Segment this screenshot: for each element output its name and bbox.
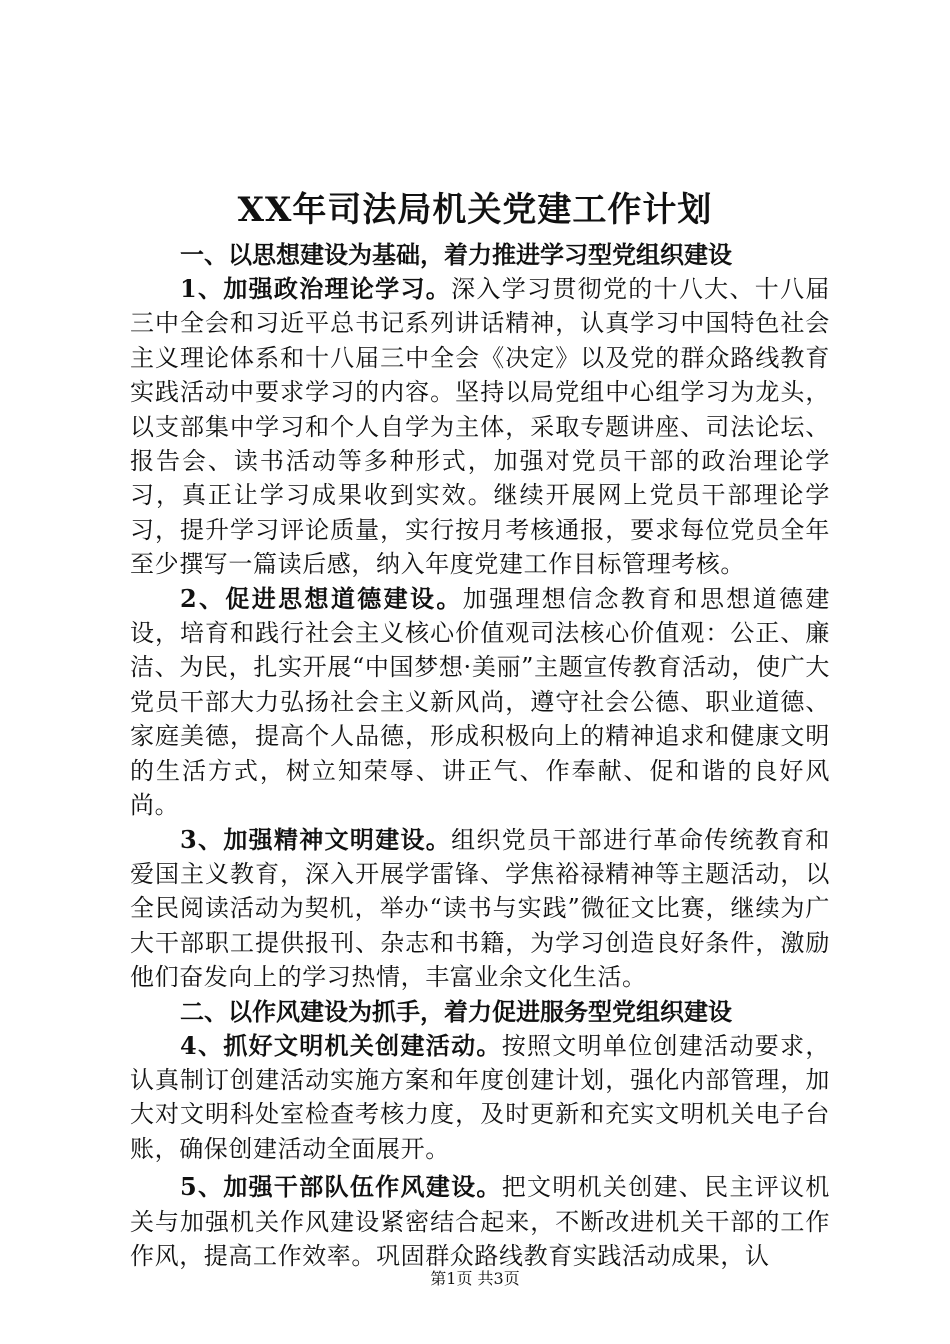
paragraph-text: 加强理想信念教育和思想道德建设，培育和践行社会主义核心价值观司法核心价值观：公正、廉洁、为民，扎实开展“中国梦想·美丽”主题宣传教育活动，使广大党员干部大力弘扬社会主义新风尚，遵守社会公德、职业道德、家庭美德，提高个人品德，形成积极向上的精神追求和健康文明的生活方式，树立知荣辱、讲正气、作奉献、促和谐的良好风尚。 [130, 584, 830, 820]
paragraph-text: 把文明机关创建、民主评议机关与加强机关作风建设紧密结合起来，不断改进机关干部的工作作风，提高工作效率。巩固群众路线教育实践活动成果，认 [130, 1173, 830, 1270]
document-title: XX年司法局机关党建工作计划 [237, 190, 713, 230]
section-heading-1: 一、以思想建设为基础，着力推进学习型党组织建设 [180, 240, 732, 269]
paragraph-text: 组织党员干部进行革命传统教育和爱国主义教育，深入开展学雷锋、学焦裕禄精神等主题活动，以全民阅读活动为契机，举办“读书与实践”微征文比赛，继续为广大干部职工提供报刊、杂志和书籍，为学习创造良好条件，激励他们奋发向上的学习热情，丰富业余文化生活。 [130, 825, 830, 992]
paragraph-lead: 4、抓好文明机关创建活动。 [180, 1030, 502, 1060]
page-footer: 第1页 共3页 [430, 1269, 520, 1288]
document-body [130, 238, 830, 1273]
paragraph-item-3 [130, 823, 830, 995]
paragraph-item-4 [130, 1029, 830, 1167]
paragraph-lead: 3、加强精神文明建设。 [180, 824, 452, 854]
paragraph-text: 按照文明单位创建活动要求，认真制订创建活动实施方案和年度创建计划，强化内部管理，加大对文明科处室检查考核力度，及时更新和充实文明机关电子台账，确保创建活动全面展开。 [130, 1031, 830, 1163]
paragraph-text: 深入学习贯彻党的十八大、十八届三中全会和习近平总书记系列讲话精神，认真学习中国特色社会主义理论体系和十八届三中全会《决定》以及党的群众路线教育实践活动中要求学习的内容。坚持以局党组中心组学习为龙头，以支部集中学习和个人自学为主体，采取专题讲座、司法论坛、报告会、读书活动等多种形式，加强对党员干部的政治理论学习，真正让学习成果收到实效。继续开展网上党员干部理论学习，提升学习评论质量，实行按月考核通报，要求每位党员全年至少撰写一篇读后感，纳入年度党建工作目标管理考核。 [130, 275, 830, 579]
paragraph-item-5 [130, 1170, 830, 1273]
paragraph-lead: 1、加强政治理论学习。 [180, 274, 452, 303]
paragraph-lead: 2、促进思想道德建设。 [180, 583, 463, 613]
paragraph-item-1 [130, 272, 830, 582]
section-heading-2: 二、以作风建设为抓手，着力促进服务型党组织建设 [180, 996, 732, 1026]
paragraph-lead: 5、加强干部队伍作风建设。 [180, 1172, 502, 1202]
paragraph-item-2 [130, 582, 830, 823]
